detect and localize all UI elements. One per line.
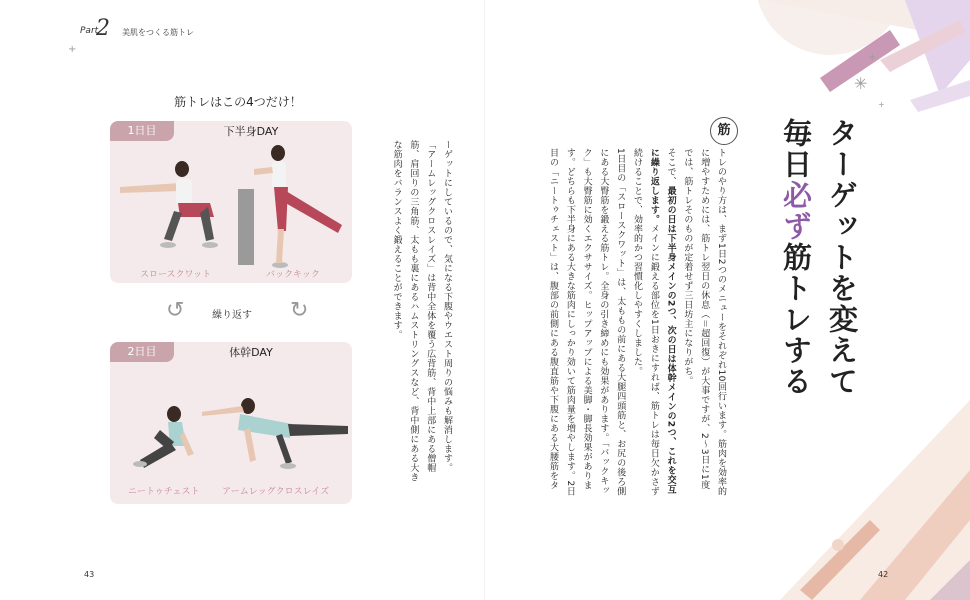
body-text-left: ーゲットにしているので、気になる下腹やウエスト周りの悩みも解消します。「アームレッグクロスレイズ」は背中全体を覆う広背筋、背中上部にある僧帽筋、肩回りの三角筋、太もも裏にあるハムストリングスなど、背中側にある大きな筋肉をバランスよく鍛えることができます。	[391, 140, 452, 482]
sparkle-icon: +	[878, 100, 885, 109]
cycle-arrow-right-icon: ↻	[290, 298, 309, 323]
heading-line-2-pre: 毎日	[779, 118, 813, 180]
body-paragraph-2-post: メインに鍛える部位を1日おきにすれば、筋トレは毎日欠かさず続けることで、効率的かつ習慣化しやすくしました。	[632, 148, 659, 497]
heading-accent: 必ず	[779, 180, 813, 242]
day-1-title: 下半身DAY	[223, 125, 279, 138]
knee-to-chest-figure	[133, 406, 194, 468]
cycle-arrow-left-icon: ↺	[166, 298, 185, 323]
body-text-right	[536, 148, 729, 498]
page-number-left: 43	[84, 570, 95, 579]
exercise-label-squat: スロースクワット	[140, 270, 212, 280]
day-2-illustration	[110, 342, 352, 504]
exercise-label-arm-leg-cross-raise: アームレッグクロスレイズ	[222, 487, 330, 497]
deco-shape-bottom-bg	[780, 400, 970, 600]
figure-title: 筋トレはこの4つだけ！	[174, 95, 302, 109]
sparkle-icon: +	[68, 44, 77, 55]
day-2-title: 体幹DAY	[229, 346, 273, 359]
day-1-card	[110, 121, 352, 283]
backkick-figure	[254, 145, 342, 268]
deco-dot	[832, 539, 844, 551]
part-label: Part	[80, 26, 99, 36]
day-1-illustration	[110, 121, 352, 283]
chair-icon	[238, 189, 254, 265]
exercise-label-backkick: バックキック	[266, 270, 320, 280]
heading-line-2-post: 筋トレする	[779, 242, 813, 397]
day-2-badge: 2日目	[110, 342, 174, 362]
sparkle-icon: +	[868, 52, 877, 63]
heading-line-1: ターゲットを変えて	[825, 118, 859, 397]
body-paragraph-2-pre: そこで、	[665, 148, 676, 186]
day-1-badge: 1日目	[110, 121, 174, 141]
heading-line-2	[776, 118, 817, 397]
day-2-card	[110, 342, 352, 504]
squat-figure	[120, 161, 218, 248]
sparkle-icon: ✳	[854, 74, 868, 93]
body-paragraph-3: 1日目の「スロースクワット」は、太ももの前にある大腿四頭筋と、お尻の後ろ側にある大臀筋を鍛える筋トレ。全身の引き締めにも効果があります。「バックキック」も大臀筋に効くエクササイズ。ヒップアップによる美脚・脚長効果がありま す。どちらも下半身にある大きな筋肉にしっかり効いて筋肉量を増やします。2日目の「ニートゥチェスト」は、腹部の前側にある腹直筋や下腹にある大腰筋をタ	[548, 148, 626, 497]
drop-cap-badge: 筋	[710, 117, 738, 145]
part-number: 2	[96, 16, 110, 41]
page-number-right: 42	[878, 570, 889, 579]
body-paragraph-2-bold: 最初の日は下半身メインの2つ、次の日は体幹メインの2つ、これを交互に繰り返します。	[648, 148, 676, 495]
exercise-label-knee-to-chest: ニートゥチェスト	[128, 487, 200, 497]
arm-leg-raise-figure	[202, 398, 348, 469]
body-paragraph-1: トレのやり方は、まず1日2つのメニューをそれぞれ10回行います。筋肉を効率的に増やすためには、筋トレ翌日の休息（＝超回復）が大事ですが、2〜3日に1度では、筋トレそのものが定着せず三日坊主になりがち。	[682, 148, 726, 496]
cycle-label: 繰り返す	[212, 310, 252, 321]
chapter-title: 美肌をつくる筋トレ	[122, 28, 194, 37]
